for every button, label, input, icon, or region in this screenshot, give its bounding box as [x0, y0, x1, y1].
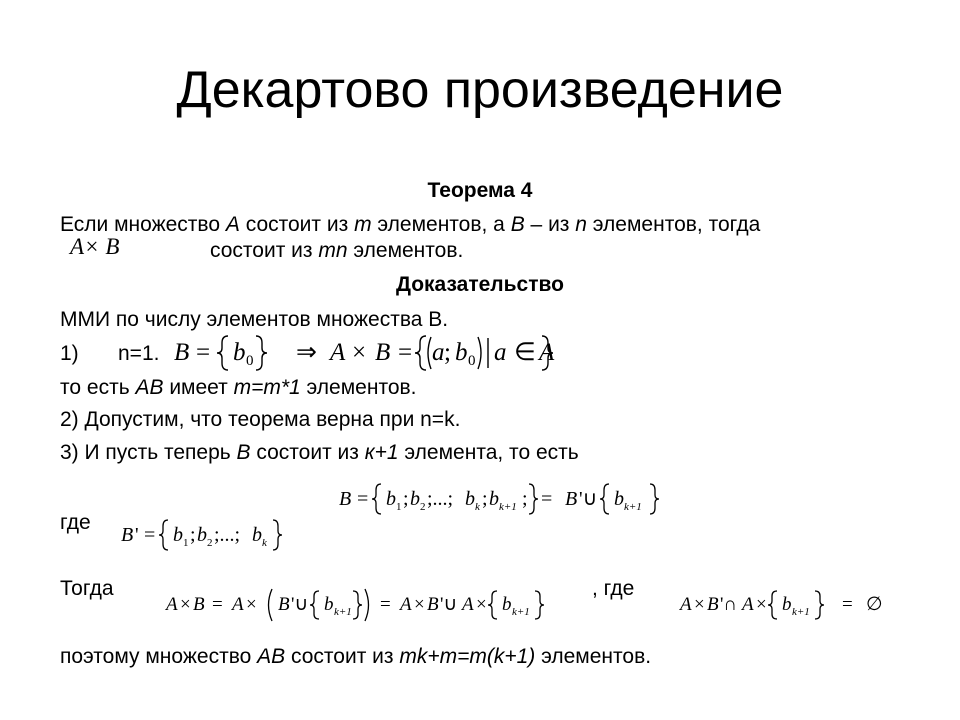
svg-text:'∪: '∪ — [579, 488, 598, 510]
step2-line — [60, 375, 417, 401]
set-b: B — [510, 213, 525, 236]
theorem-text: состоит из — [210, 239, 319, 262]
svg-text:'∪: '∪ — [291, 594, 309, 615]
svg-text:A: A — [166, 594, 178, 615]
svg-text:;: ; — [403, 488, 409, 510]
svg-text:k+1: k+1 — [499, 501, 517, 513]
svg-text:k+1: k+1 — [792, 606, 810, 618]
svg-text:B: B — [565, 488, 578, 510]
formula-b-prime — [118, 516, 288, 556]
theorem-text: Если множество — [60, 213, 226, 236]
svg-text:B: B — [174, 339, 190, 366]
step1-n: n=1. — [118, 342, 160, 365]
svg-text:=: = — [380, 594, 391, 615]
svg-text:A: A — [330, 339, 346, 366]
svg-text:A: A — [680, 594, 692, 615]
svg-text:1: 1 — [183, 537, 189, 549]
svg-text:;: ; — [522, 488, 528, 510]
step2-text: то есть — [60, 376, 136, 399]
svg-text:2: 2 — [420, 501, 426, 513]
axb-formula: A× B — [70, 234, 120, 259]
formula-intersection-empty — [676, 586, 906, 626]
svg-text:B: B — [339, 488, 352, 510]
svg-text:⇒: ⇒ — [296, 339, 317, 366]
svg-text:A: A — [539, 339, 555, 366]
theorem-text: элементов, тогда — [586, 213, 761, 236]
theorem-text: – из — [524, 213, 576, 236]
svg-text:b: b — [502, 594, 512, 615]
theorem-text: элементов. — [347, 239, 464, 262]
svg-text:×: × — [246, 594, 257, 615]
set-a: A — [225, 213, 240, 236]
svg-text:k+1: k+1 — [624, 501, 642, 513]
step2-expression: m=m*1 — [233, 376, 301, 399]
svg-text:;...;: ;...; — [427, 488, 454, 510]
svg-text:'∪: '∪ — [440, 594, 458, 615]
step4-line — [60, 440, 579, 466]
svg-text:∈: ∈ — [514, 339, 536, 366]
var-mn: mn — [318, 239, 348, 262]
where-label-1: где — [60, 511, 91, 534]
svg-text:b: b — [489, 488, 499, 510]
var-n: n — [575, 213, 587, 236]
svg-text:b: b — [252, 524, 262, 546]
svg-text:×: × — [352, 339, 367, 366]
formula-product-expansion — [162, 586, 562, 626]
final-text: поэтому множество — [60, 645, 258, 668]
svg-text:b: b — [173, 524, 183, 546]
theorem-line-1 — [60, 212, 760, 238]
svg-text:B: B — [278, 594, 290, 615]
step4-text: состоит из — [250, 441, 365, 464]
svg-text:0: 0 — [468, 353, 476, 369]
svg-text:B: B — [121, 524, 134, 546]
step1-label: 1) — [60, 342, 79, 365]
step2-text: элементов. — [300, 376, 417, 399]
step4-text: 3) И пусть теперь — [60, 441, 237, 464]
svg-text:a: a — [432, 339, 445, 366]
svg-text:=: = — [357, 488, 369, 510]
svg-text:×: × — [414, 594, 425, 615]
svg-text:B: B — [707, 594, 719, 615]
svg-text:a: a — [494, 339, 507, 366]
theorem-line-2 — [210, 238, 463, 264]
svg-text:b: b — [197, 524, 207, 546]
svg-text:;: ; — [190, 524, 196, 546]
svg-text:B: B — [427, 594, 439, 615]
svg-text:k: k — [262, 537, 267, 549]
proof-heading: Доказательство — [396, 273, 564, 296]
svg-text:k+1: k+1 — [512, 606, 530, 618]
svg-text:b: b — [782, 594, 792, 615]
svg-text:;: ; — [482, 488, 488, 510]
svg-text:×: × — [694, 594, 705, 615]
svg-text:×: × — [756, 594, 767, 615]
formula-b-set — [335, 480, 675, 520]
svg-text:k+1: k+1 — [334, 606, 352, 618]
svg-text:×: × — [476, 594, 487, 615]
svg-text:1: 1 — [396, 501, 402, 513]
theorem-heading: Теорема 4 — [427, 179, 533, 202]
svg-text:b: b — [410, 488, 420, 510]
svg-text:0: 0 — [246, 353, 254, 369]
svg-text:B: B — [375, 339, 391, 366]
svg-text:;...;: ;...; — [214, 524, 241, 546]
set-ab: AB — [257, 645, 286, 668]
svg-text:=: = — [842, 594, 853, 615]
where-label-2: , где — [592, 577, 635, 600]
svg-text:A: A — [232, 594, 244, 615]
var-m: m — [354, 213, 372, 236]
svg-text:b: b — [465, 488, 475, 510]
svg-text:k: k — [475, 501, 480, 513]
svg-text:2: 2 — [207, 537, 213, 549]
svg-text:A: A — [462, 594, 474, 615]
svg-text:=: = — [541, 488, 553, 510]
svg-text:A: A — [400, 594, 412, 615]
svg-text:b: b — [386, 488, 396, 510]
svg-text:=: = — [212, 594, 223, 615]
formula-base-case — [170, 332, 555, 374]
svg-text:=: = — [196, 339, 211, 366]
set-ab: AB — [135, 376, 164, 399]
svg-text:b: b — [324, 594, 334, 615]
svg-text:;: ; — [444, 339, 451, 366]
step4-text: элемента, то есть — [398, 441, 579, 464]
step3-line: 2) Допустим, что теорема верна при n=k. — [60, 408, 461, 431]
svg-text:∅: ∅ — [866, 594, 883, 615]
svg-text:=: = — [398, 339, 413, 366]
svg-text:A: A — [742, 594, 754, 615]
final-line — [60, 644, 651, 670]
svg-text:B: B — [193, 594, 205, 615]
svg-text:b: b — [455, 339, 468, 366]
step2-text: имеет — [163, 376, 234, 399]
svg-text:'∩: '∩ — [720, 594, 738, 615]
slide-title: Декартово произведение — [176, 61, 784, 119]
svg-text:': ' — [135, 524, 139, 546]
mmi-line: ММИ по числу элементов множества В. — [60, 308, 449, 331]
svg-text:b: b — [233, 339, 246, 366]
final-expression: mk+m=m(k+1) — [399, 645, 536, 668]
svg-text:b: b — [614, 488, 624, 510]
svg-text:×: × — [180, 594, 191, 615]
theorem-text: элементов, а — [371, 213, 511, 236]
final-text: элементов. — [535, 645, 652, 668]
svg-text:=: = — [144, 524, 156, 546]
step4-expression: к+1 — [364, 441, 399, 464]
final-text: состоит из — [285, 645, 400, 668]
theorem-text: состоит из — [239, 213, 355, 236]
set-b: B — [236, 441, 251, 464]
then-label: Тогда — [60, 577, 114, 600]
